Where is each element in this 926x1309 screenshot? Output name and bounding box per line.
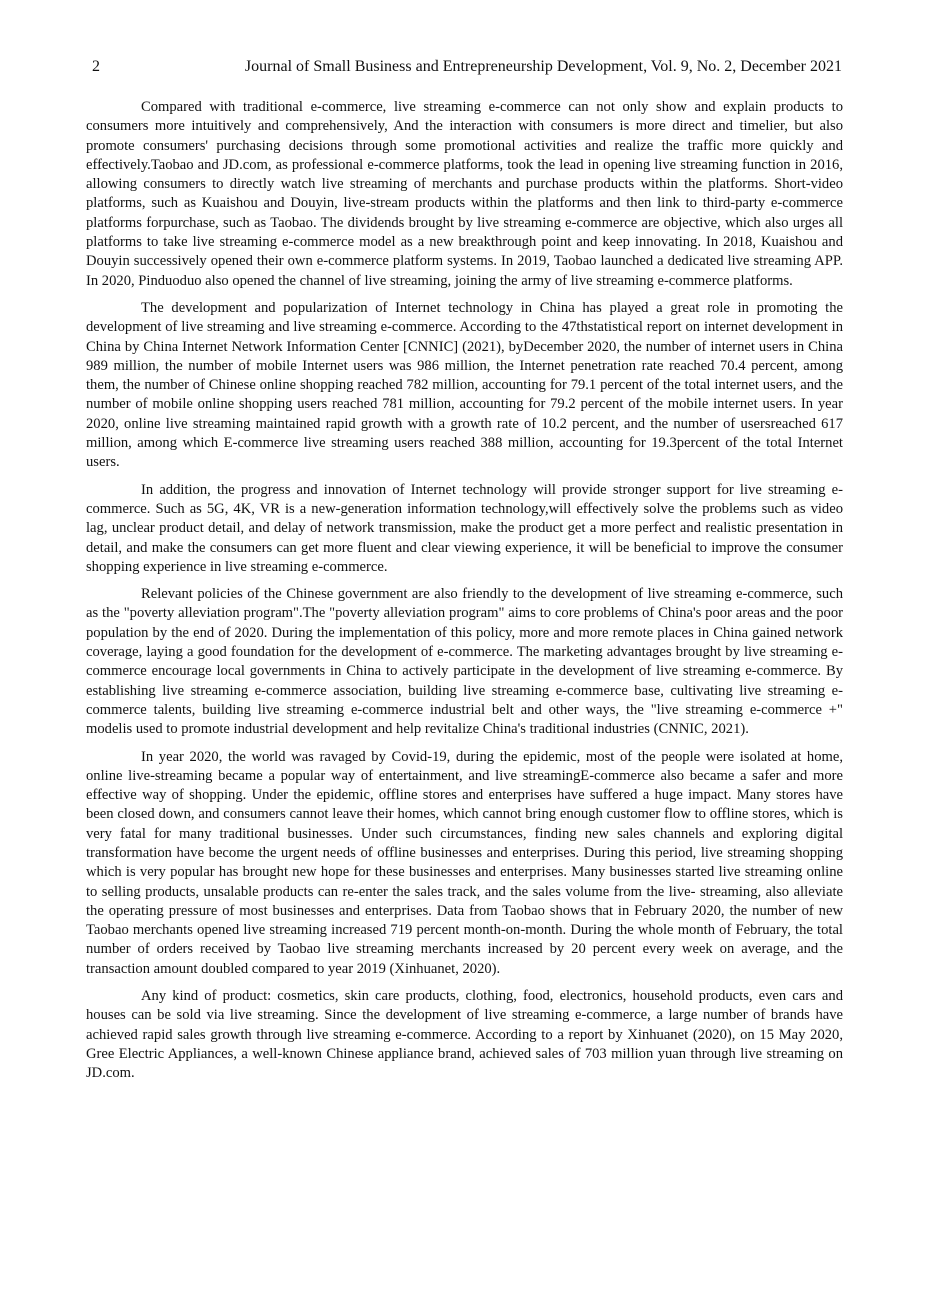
- paragraph-products-sold: Any kind of product: cosmetics, skin care products, clothing, food, electronics, household products, even cars and houses can be sold via live streaming. Since the development of live streaming e-commerce, a large number of brands have achieved rapid sales growth through live streaming e-commerce. According to a report by Xinhuanet (2020), on 15 May 2020, Gree Electric Appliances, a well-known Chinese appliance brand, achieved sales of 703 million yuan through live streaming on JD.com.: [86, 988, 843, 1082]
- paragraph-technology-support: In addition, the progress and innovation of Internet technology will provide stronger support for live streaming e-commerce. Such as 5G, 4K, VR is a new-generation information technology,will effectively solve the problems such as video lag, unclear product detail, and delay of network transmission, make the product get a more perfect and realistic presentation in detail, and make the consumers can get more fluent and clear viewing experience, it will be beneficial to improve the consumer shopping experience in live streaming e-commerce.: [86, 481, 843, 575]
- article-body: [86, 98, 843, 1092]
- running-header: [86, 56, 842, 78]
- journal-title: Journal of Small Business and Entrepreneurship Development, Vol. 9, No. 2, December 2021: [244, 58, 842, 75]
- paragraph-internet-development: The development and popularization of Internet technology in China has played a great role in promoting the development of live streaming and live streaming e-commerce. According to the 47thstatistical report on internet development in China by China Internet Network Information Center [CNNIC] (2021), byDecember 2020, the number of internet users in China 989 million, the number of mobile Internet users was 986 million, the Internet penetration rate reached 70.4 percent, among them, the number of Chinese online shopping reached 782 million, accounting for 79.1 percent of the total internet users, and the number of mobile online shopping users reached 781 million, accounting for 79.2 percent of the mobile internet users. In year 2020, online live streaming maintained rapid growth with a growth rate of 10.2 percent, and the number of usersreached 617 million, among which E-commerce live streaming users reached 388 million, accounting for 19.3percent of the total Internet users.: [86, 299, 843, 471]
- paragraph-ecommerce-platforms: Compared with traditional e-commerce, live streaming e-commerce can not only show and explain products to consumers more intuitively and comprehensively, And the interaction with consumers is more direct and timelier, but also promote consumers' purchasing decisions through some promotional activities and realize the traffic more quickly and effectively.Taobao and JD.com, as professional e-commerce platforms, took the lead in opening live streaming function in 2016, allowing consumers to directly watch live streaming of merchants and purchase products within the platforms. Short-video platforms, such as Kuaishou and Douyin, live-stream products within the platforms and then link to third-party e-commerce platforms forpurchase, such as Taobao. The dividends brought by live streaming e-commerce are objective, which also urges all platforms to take live streaming e-commerce model as a new breakthrough point and keep innovating. In 2018, Kuaishou and Douyin successively opened their own e-commerce platform systems. In 2019, Taobao launched a dedicated live streaming APP. In 2020, Pinduoduo also opened the channel of live streaming, joining the army of live streaming e-commerce platforms.: [86, 99, 843, 289]
- paragraph-government-policies: Relevant policies of the Chinese government are also friendly to the development of live streaming e-commerce, such as the "poverty alleviation program".The "poverty alleviation program" aims to core problems of China's poor areas and the poor population by the end of 2020. During the implementation of this policy, more and more remote places in China gained network coverage, laying a good foundation for the development of e-commerce. The marketing advantages brought by live streaming e-commerce encourage local governments in China to actively participate in the development of live streaming e-commerce. By establishing live streaming e-commerce association, building live streaming e-commerce base, cultivating live streaming e-commerce talents, building live streaming e-commerce industrial belt and other ways, the "live streaming e-commerce +" modelis used to promote industrial development and help revitalize China's traditional industries (CNNIC, 2021).: [86, 586, 843, 738]
- paragraph-covid-impact: In year 2020, the world was ravaged by Covid-19, during the epidemic, most of the people were isolated at home, online live-streaming became a popular way of entertainment, and live streamingE-commerce also became a safer and more effective way of shopping. Under the epidemic, offline stores and enterprises have suffered a huge impact. Many stores have been closed down, and consumers cannot leave their homes, which cannot bring enough customer flow to offline stores, which is very fatal for many traditional businesses. Under such circumstances, finding new sales channels and exploring digital transformation have become the urgent needs of offline businesses and enterprises. During this period, live streaming shopping which is very popular has brought new hope for these businesses and enterprises. Many businesses started live streaming online to selling products, unsalable products can re-enter the sales track, and the sales volume from the live- streaming, also alleviate the operating pressure of most businesses and enterprises. Data from Taobao shows that in February 2020, the number of new Taobao merchants opened live streaming increased 719 percent month-on-month. During the whole month of February, the total number of orders received by Taobao live streaming merchants increased by 20 percent every week on average, and the transaction amount doubled compared to year 2019 (Xinhuanet, 2020).: [86, 748, 843, 977]
- page-number: 2: [92, 58, 100, 75]
